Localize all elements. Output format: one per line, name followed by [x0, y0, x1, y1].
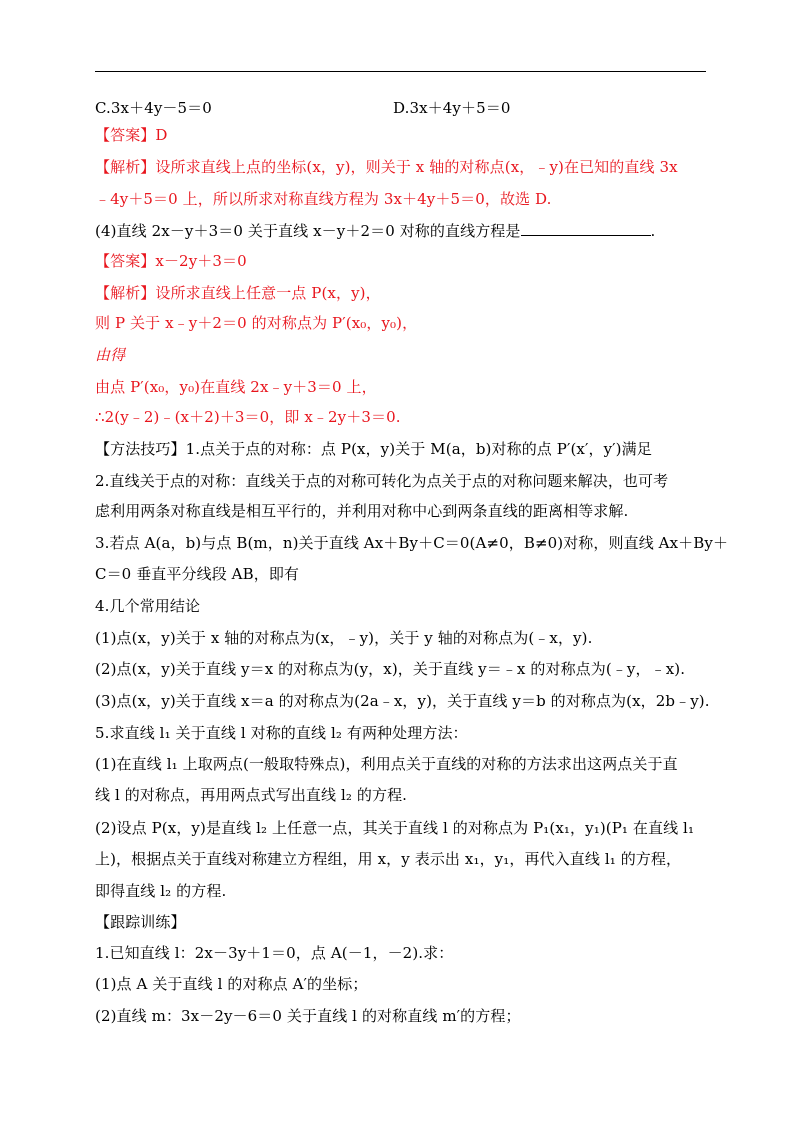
method-tip-5-2-line-3: 即得直线 l₂ 的方程. [95, 882, 227, 900]
method-tip-1: 【方法技巧】1.点关于点的对称：点 P(x，y)关于 M(a，b)对称的点 P′(x′，y′)满足 [95, 440, 652, 458]
explanation-2-line-2: 则 P 关于 x﹣y＋2＝0 的对称点为 P′(x₀，y₀)， [95, 314, 418, 332]
answer-2: 【答案】x－2y＋3＝0 [95, 252, 247, 270]
question-4-end: . [650, 222, 656, 240]
training-question-1-part-2: (2)直线 m：3x－2y－6＝0 关于直线 l 的对称直线 m′的方程； [95, 1007, 521, 1025]
explanation-2-line-4: 由点 P′(x₀，y₀)在直线 2x﹣y＋3＝0 上， [95, 378, 377, 396]
training-question-1: 1.已知直线 l：2x－3y＋1＝0，点 A(－1，－2).求： [95, 944, 454, 962]
choice-d: D.3x＋4y＋5＝0 [393, 99, 511, 117]
choice-c: C.3x＋4y－5＝0 [95, 99, 212, 117]
method-tip-2-line-1: 2.直线关于点的对称：直线关于点的对称可转化为点关于点的对称问题来解决，也可考 [95, 472, 669, 490]
answer-blank [521, 221, 651, 236]
answer-1: 【答案】D [95, 126, 168, 144]
explanation-2-line-5: ∴2(y﹣2)﹣(x＋2)＋3＝0，即 x﹣2y＋3＝0. [95, 408, 401, 426]
method-tip-3-line-1: 3.若点 A(a，b)与点 B(m，n)关于直线 Ax＋By＋C＝0(A≠0，B≠0)对称，则直线 Ax＋By＋ [95, 534, 729, 552]
method-tip-3-line-2: C＝0 垂直平分线段 AB，即有 [95, 565, 300, 583]
method-tip-4-item-3: (3)点(x，y)关于直线 x＝a 的对称点为(2a﹣x，y)，关于直线 y＝b 的对称点为(x，2b﹣y). [95, 692, 710, 710]
method-tip-2-line-2: 虑利用两条对称直线是相互平行的，并利用对称中心到两条直线的距离相等求解. [95, 502, 629, 520]
method-tip-4-item-2: (2)点(x，y)关于直线 y＝x 的对称点为(y，x)，关于直线 y＝﹣x 的对称点为(﹣y，﹣x). [95, 660, 686, 678]
method-tip-5-2-line-1: (2)设点 P(x，y)是直线 l₂ 上任意一点，其关于直线 l 的对称点为 P₁(x₁，y₁)(P₁ 在直线 l₁ [95, 819, 695, 837]
explanation-2-line-3: 由得 [95, 346, 126, 364]
method-tip-5-title: 5.求直线 l₁ 关于直线 l 对称的直线 l₂ 有两种处理方法： [95, 724, 468, 742]
method-tip-5-1-line-1: (1)在直线 l₁ 上取两点(一般取特殊点)，利用点关于直线的对称的方法求出这两点关于直 [95, 755, 678, 773]
method-tip-5-2-line-2: 上)，根据点关于直线对称建立方程组，用 x，y 表示出 x₁，y₁，再代入直线 l₁ 的方程， [95, 850, 682, 868]
explanation-1-line-1: 【解析】设所求直线上点的坐标(x，y)，则关于 x 轴的对称点(x，﹣y)在已知的直线 3x [95, 158, 678, 176]
question-4 [95, 220, 655, 242]
training-heading: 【跟踪训练】 [95, 913, 186, 931]
training-question-1-part-1: (1)点 A 关于直线 l 的对称点 A′的坐标； [95, 975, 368, 993]
explanation-2-line-1: 【解析】设所求直线上任意一点 P(x，y)， [95, 284, 381, 302]
header-rule [95, 71, 706, 72]
method-tip-4-item-1: (1)点(x，y)关于 x 轴的对称点为(x，﹣y)，关于 y 轴的对称点为(﹣x，y). [95, 629, 593, 647]
method-tip-5-1-line-2: 线 l 的对称点，再用两点式写出直线 l₂ 的方程. [95, 786, 408, 804]
method-tip-4-title: 4.几个常用结论 [95, 597, 201, 615]
question-4-text: (4)直线 2x－y＋3＝0 关于直线 x－y＋2＝0 对称的直线方程是 [95, 222, 521, 240]
explanation-1-line-2: ﹣4y＋5＝0 上，所以所求对称直线方程为 3x＋4y＋5＝0，故选 D. [95, 190, 552, 208]
